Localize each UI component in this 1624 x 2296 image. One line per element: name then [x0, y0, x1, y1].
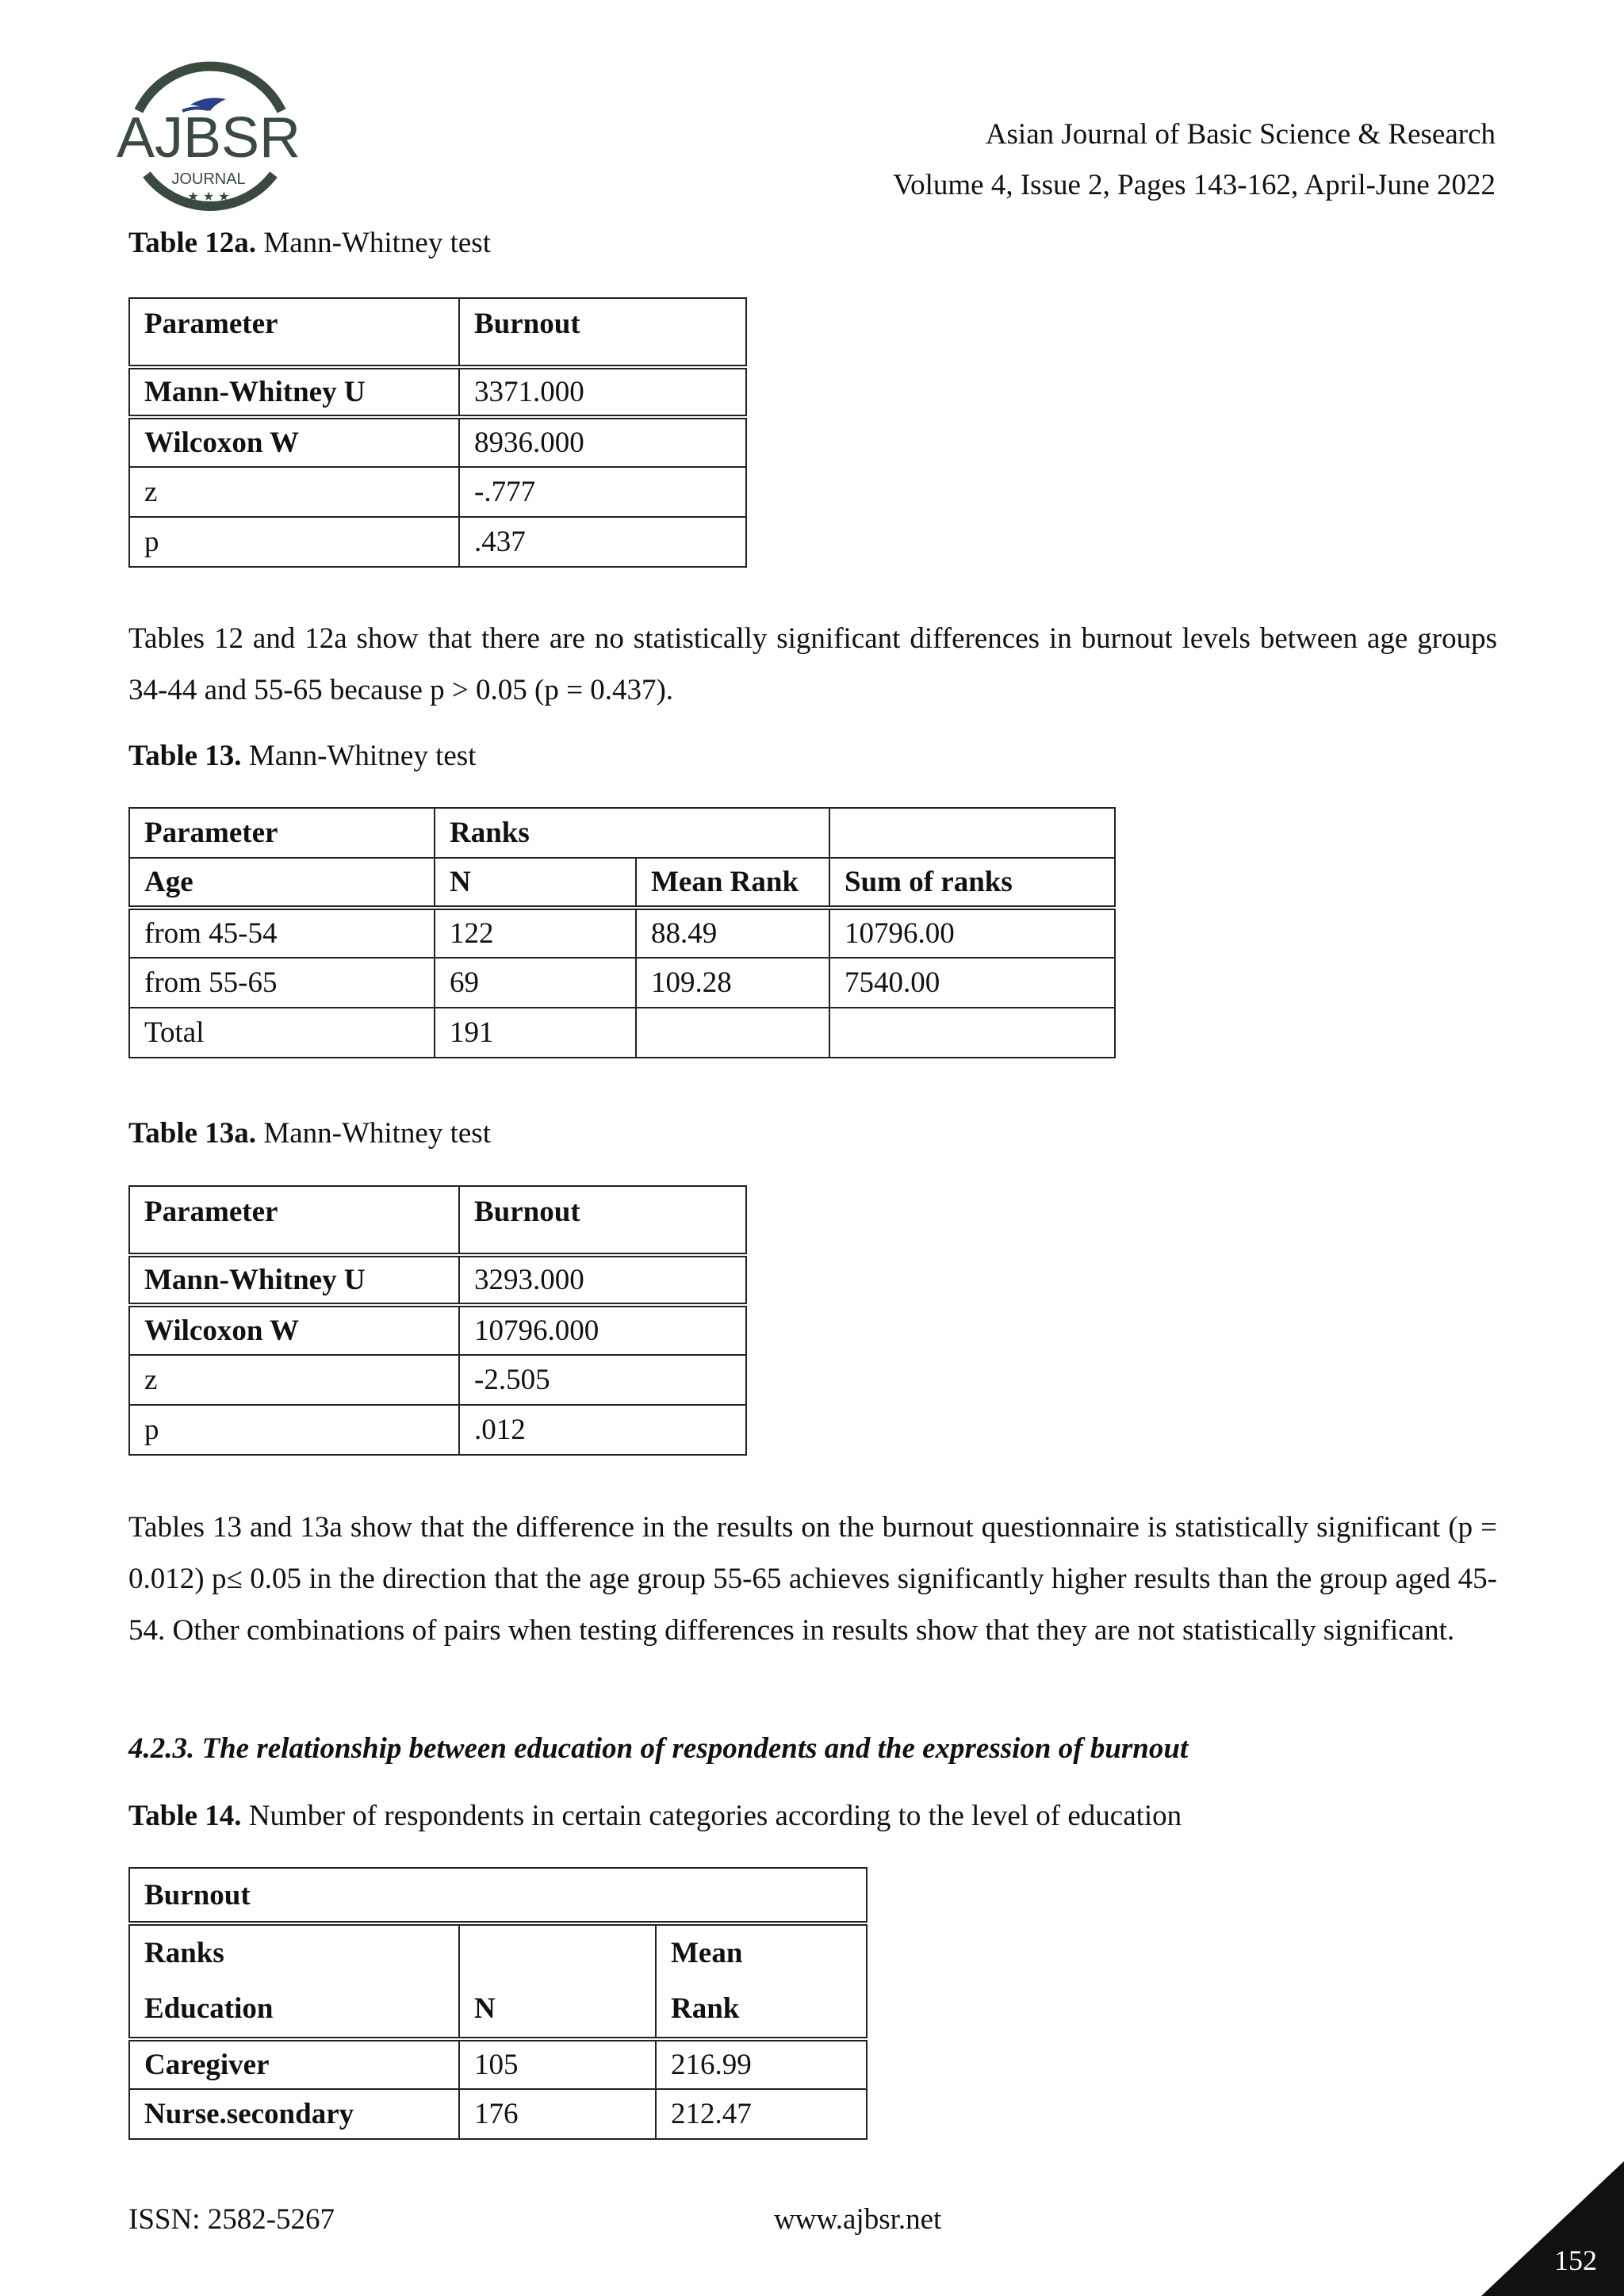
svg-text:★ ★ ★: ★ ★ ★ [187, 189, 230, 204]
table-header-cell: Mean Rank [656, 1923, 867, 2039]
table-row: p .012 [129, 1405, 746, 1455]
table-row: Mann-Whitney U 3371.000 [129, 367, 746, 417]
page-corner [1481, 2161, 1624, 2296]
table-row: z -2.505 [129, 1355, 746, 1405]
table-row: Wilcoxon W 10796.000 [129, 1305, 746, 1355]
volume-info: Volume 4, Issue 2, Pages 143-162, April-June 2022 [893, 169, 1496, 201]
table-header-cell: Age [129, 858, 435, 908]
table-13a [128, 1185, 747, 1456]
table-header-cell: Ranks [435, 808, 829, 858]
table-header-cell: Burnout [459, 298, 746, 367]
table-row: p .437 [129, 517, 746, 567]
table-12a [128, 297, 747, 568]
page-number: 152 [1554, 2244, 1597, 2276]
table-header-cell: Burnout [129, 1868, 867, 1923]
paragraph-1: Tables 12 and 12a show that there are no statistically significant differences in burnout levels between age groups 34-44 and 55-65 because p > 0.05 (p = 0.437). [128, 622, 1497, 706]
table13a-caption: Table 13a. Mann-Whitney test [128, 1117, 491, 1150]
table-row: Nurse.secondary 176 212.47 [129, 2089, 867, 2139]
table-row: Mann-Whitney U 3293.000 [129, 1255, 746, 1305]
logo-subtext: JOURNAL [171, 170, 246, 188]
table-row: from 45-54 122 88.49 10796.00 [129, 908, 1115, 958]
table-header-cell: Burnout [459, 1186, 746, 1255]
paragraph-2: Tables 13 and 13a show that the difference in the results on the burnout questionnaire is statistically significant (p = 0.012) p≤ 0.05 in the direction that the age group 55-65 achieves significantly higher results than the group aged 45-54. Other combinations of pairs when testing differences in results show that they are not statistically significant. [128, 1511, 1497, 1647]
table-row: from 55-65 69 109.28 7540.00 [129, 958, 1115, 1008]
logo-text: AJBSR [116, 106, 301, 170]
table-header-cell: Parameter [129, 1186, 459, 1255]
journal-name: Asian Journal of Basic Science & Research [985, 118, 1496, 151]
table-row: Caregiver 105 216.99 [129, 2039, 867, 2089]
footer-website[interactable]: www.ajbsr.net [774, 2203, 942, 2236]
table-row: Total 191 [129, 1008, 1115, 1058]
journal-logo [115, 55, 305, 222]
table-header-cell: Sum of ranks [829, 858, 1115, 908]
table13-caption: Table 13. Mann-Whitney test [128, 740, 477, 772]
table-header-cell: Mean Rank [636, 858, 829, 908]
table-row: Wilcoxon W 8936.000 [129, 417, 746, 467]
table-13 [128, 807, 1116, 1058]
footer-issn: ISSN: 2582-5267 [128, 2203, 335, 2236]
table-14 [128, 1867, 868, 2140]
table-header-cell: N [435, 858, 636, 908]
table-header-cell: Parameter [129, 298, 459, 367]
table14-caption: Table 14. Number of respondents in certain categories according to the level of education [128, 1800, 1182, 1832]
section-heading: 4.2.3. The relationship between education of respondents and the expression of burnout [128, 1732, 1189, 1765]
table-header-cell: N [459, 1923, 656, 2039]
table12a-caption: Table 12a. Mann-Whitney test [128, 227, 491, 259]
journal-header [893, 109, 1496, 211]
table-header-cell: Ranks Education [129, 1923, 459, 2039]
table-row: z -.777 [129, 467, 746, 517]
table-header-cell: Parameter [129, 808, 435, 858]
